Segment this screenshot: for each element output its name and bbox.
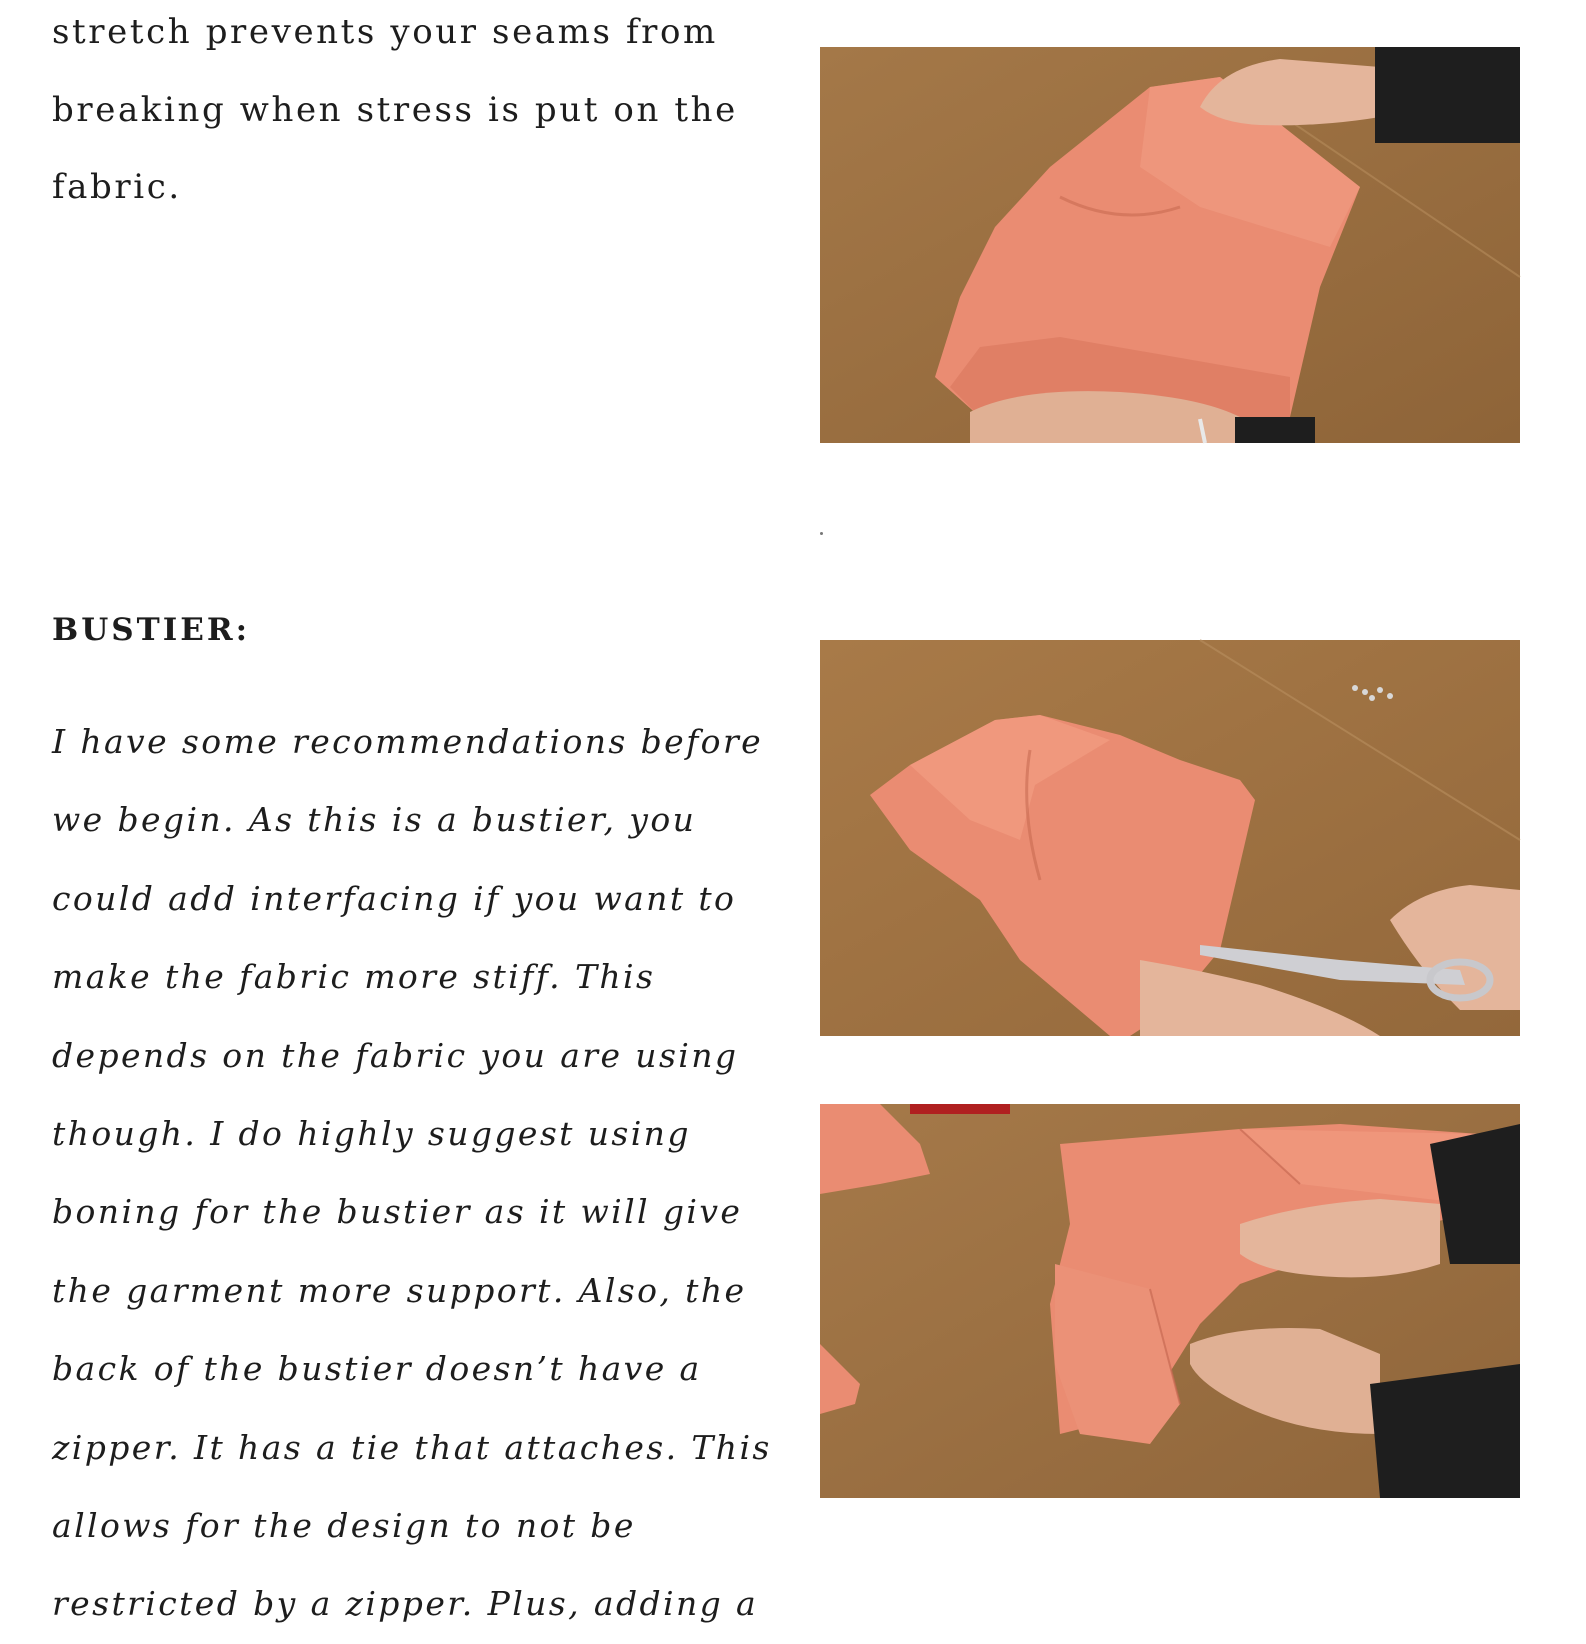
- photo-laying-pieces: [820, 1104, 1520, 1498]
- section-paragraph: I have some recommendations before we begin. As this is a bustier, you could add interfacing if you want to make the fabric more stiff. This depends on the fabric you are using though. I do highly suggest using boning for the bustier as it will give the garment more support. Also, the back of the bustier doesn’t have a zipper. It has a tie that attaches. This allows for the design to not be restricted by a zipper. Plus, adding a: [52, 722, 772, 1624]
- intro-paragraph: stretch prevents your seams from breaking when stress is put on the fabric.: [52, 12, 738, 207]
- section-heading: BUSTIER:: [52, 612, 251, 648]
- stray-dot: [820, 532, 823, 535]
- photo-cutting-fabric: [820, 640, 1520, 1036]
- photo-folding-fabric: [820, 47, 1520, 443]
